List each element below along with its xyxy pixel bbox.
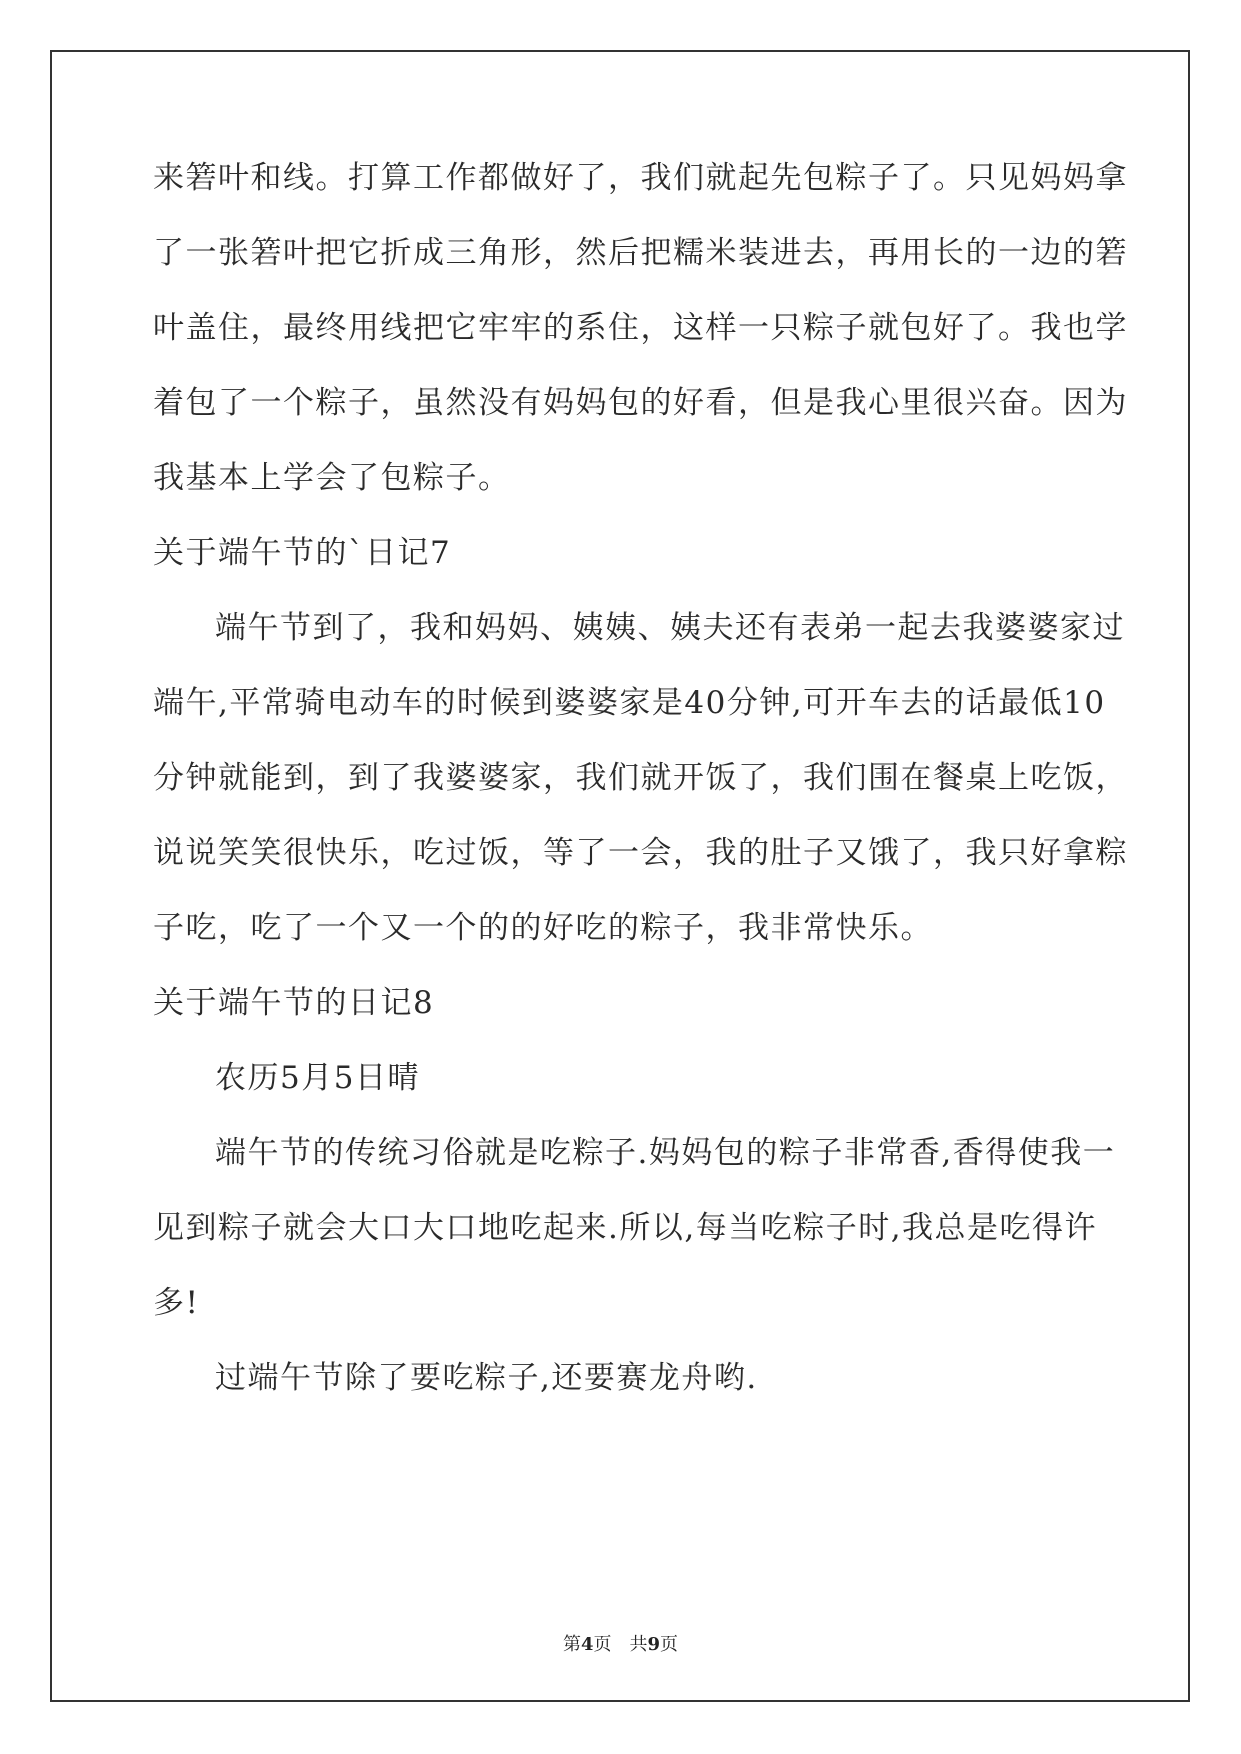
footer-suffix: 页 <box>660 1634 679 1655</box>
paragraph-line: 见到粽子就会大口大口地吃起来.所以,每当吃粽子时,我总是吃得许 <box>153 1210 1098 1246</box>
page-border <box>50 50 1190 1702</box>
total-page-count: 9 <box>647 1634 661 1655</box>
paragraph-line: 端午节的传统习俗就是吃粽子.妈妈包的粽子非常香,香得使我一 <box>215 1135 1116 1171</box>
paragraph-line: 子吃，吃了一个又一个的的好吃的粽子，我非常快乐。 <box>153 910 933 946</box>
paragraph-line: 过端午节除了要吃粽子,还要赛龙舟哟. <box>215 1360 758 1396</box>
footer-prefix: 第 <box>562 1634 581 1655</box>
footer-middle: 页 共 <box>593 1634 648 1655</box>
paragraph-line: 端午,平常骑电动车的时候到婆婆家是40分钟,可开车去的话最低10 <box>153 685 1106 721</box>
paragraph-line: 来箬叶和线。打算工作都做好了，我们就起先包粽子了。只见妈妈拿 <box>153 160 1128 196</box>
page-number-footer <box>0 1630 1241 1656</box>
paragraph-line: 说说笑笑很快乐，吃过饭，等了一会，我的肚子又饿了，我只好拿粽 <box>153 835 1128 871</box>
diary-date-line: 农历5月5日晴 <box>215 1060 420 1096</box>
paragraph-line: 多! <box>153 1285 200 1321</box>
paragraph-line: 端午节到了，我和妈妈、姨姨、姨夫还有表弟一起去我婆婆家过 <box>215 610 1125 646</box>
paragraph-line: 着包了一个粽子，虽然没有妈妈包的好看，但是我心里很兴奋。因为 <box>153 385 1128 421</box>
section-heading: 关于端午节的日记8 <box>153 985 435 1021</box>
section-heading: 关于端午节的`日记7 <box>153 535 452 571</box>
paragraph-line: 叶盖住，最终用线把它牢牢的系住，这样一只粽子就包好了。我也学 <box>153 310 1128 346</box>
paragraph-line: 了一张箬叶把它折成三角形，然后把糯米装进去，再用长的一边的箬 <box>153 235 1128 271</box>
paragraph-line: 我基本上学会了包粽子。 <box>153 460 511 496</box>
paragraph-line: 分钟就能到，到了我婆婆家，我们就开饭了，我们围在餐桌上吃饭， <box>153 760 1128 796</box>
current-page-number: 4 <box>580 1634 594 1655</box>
